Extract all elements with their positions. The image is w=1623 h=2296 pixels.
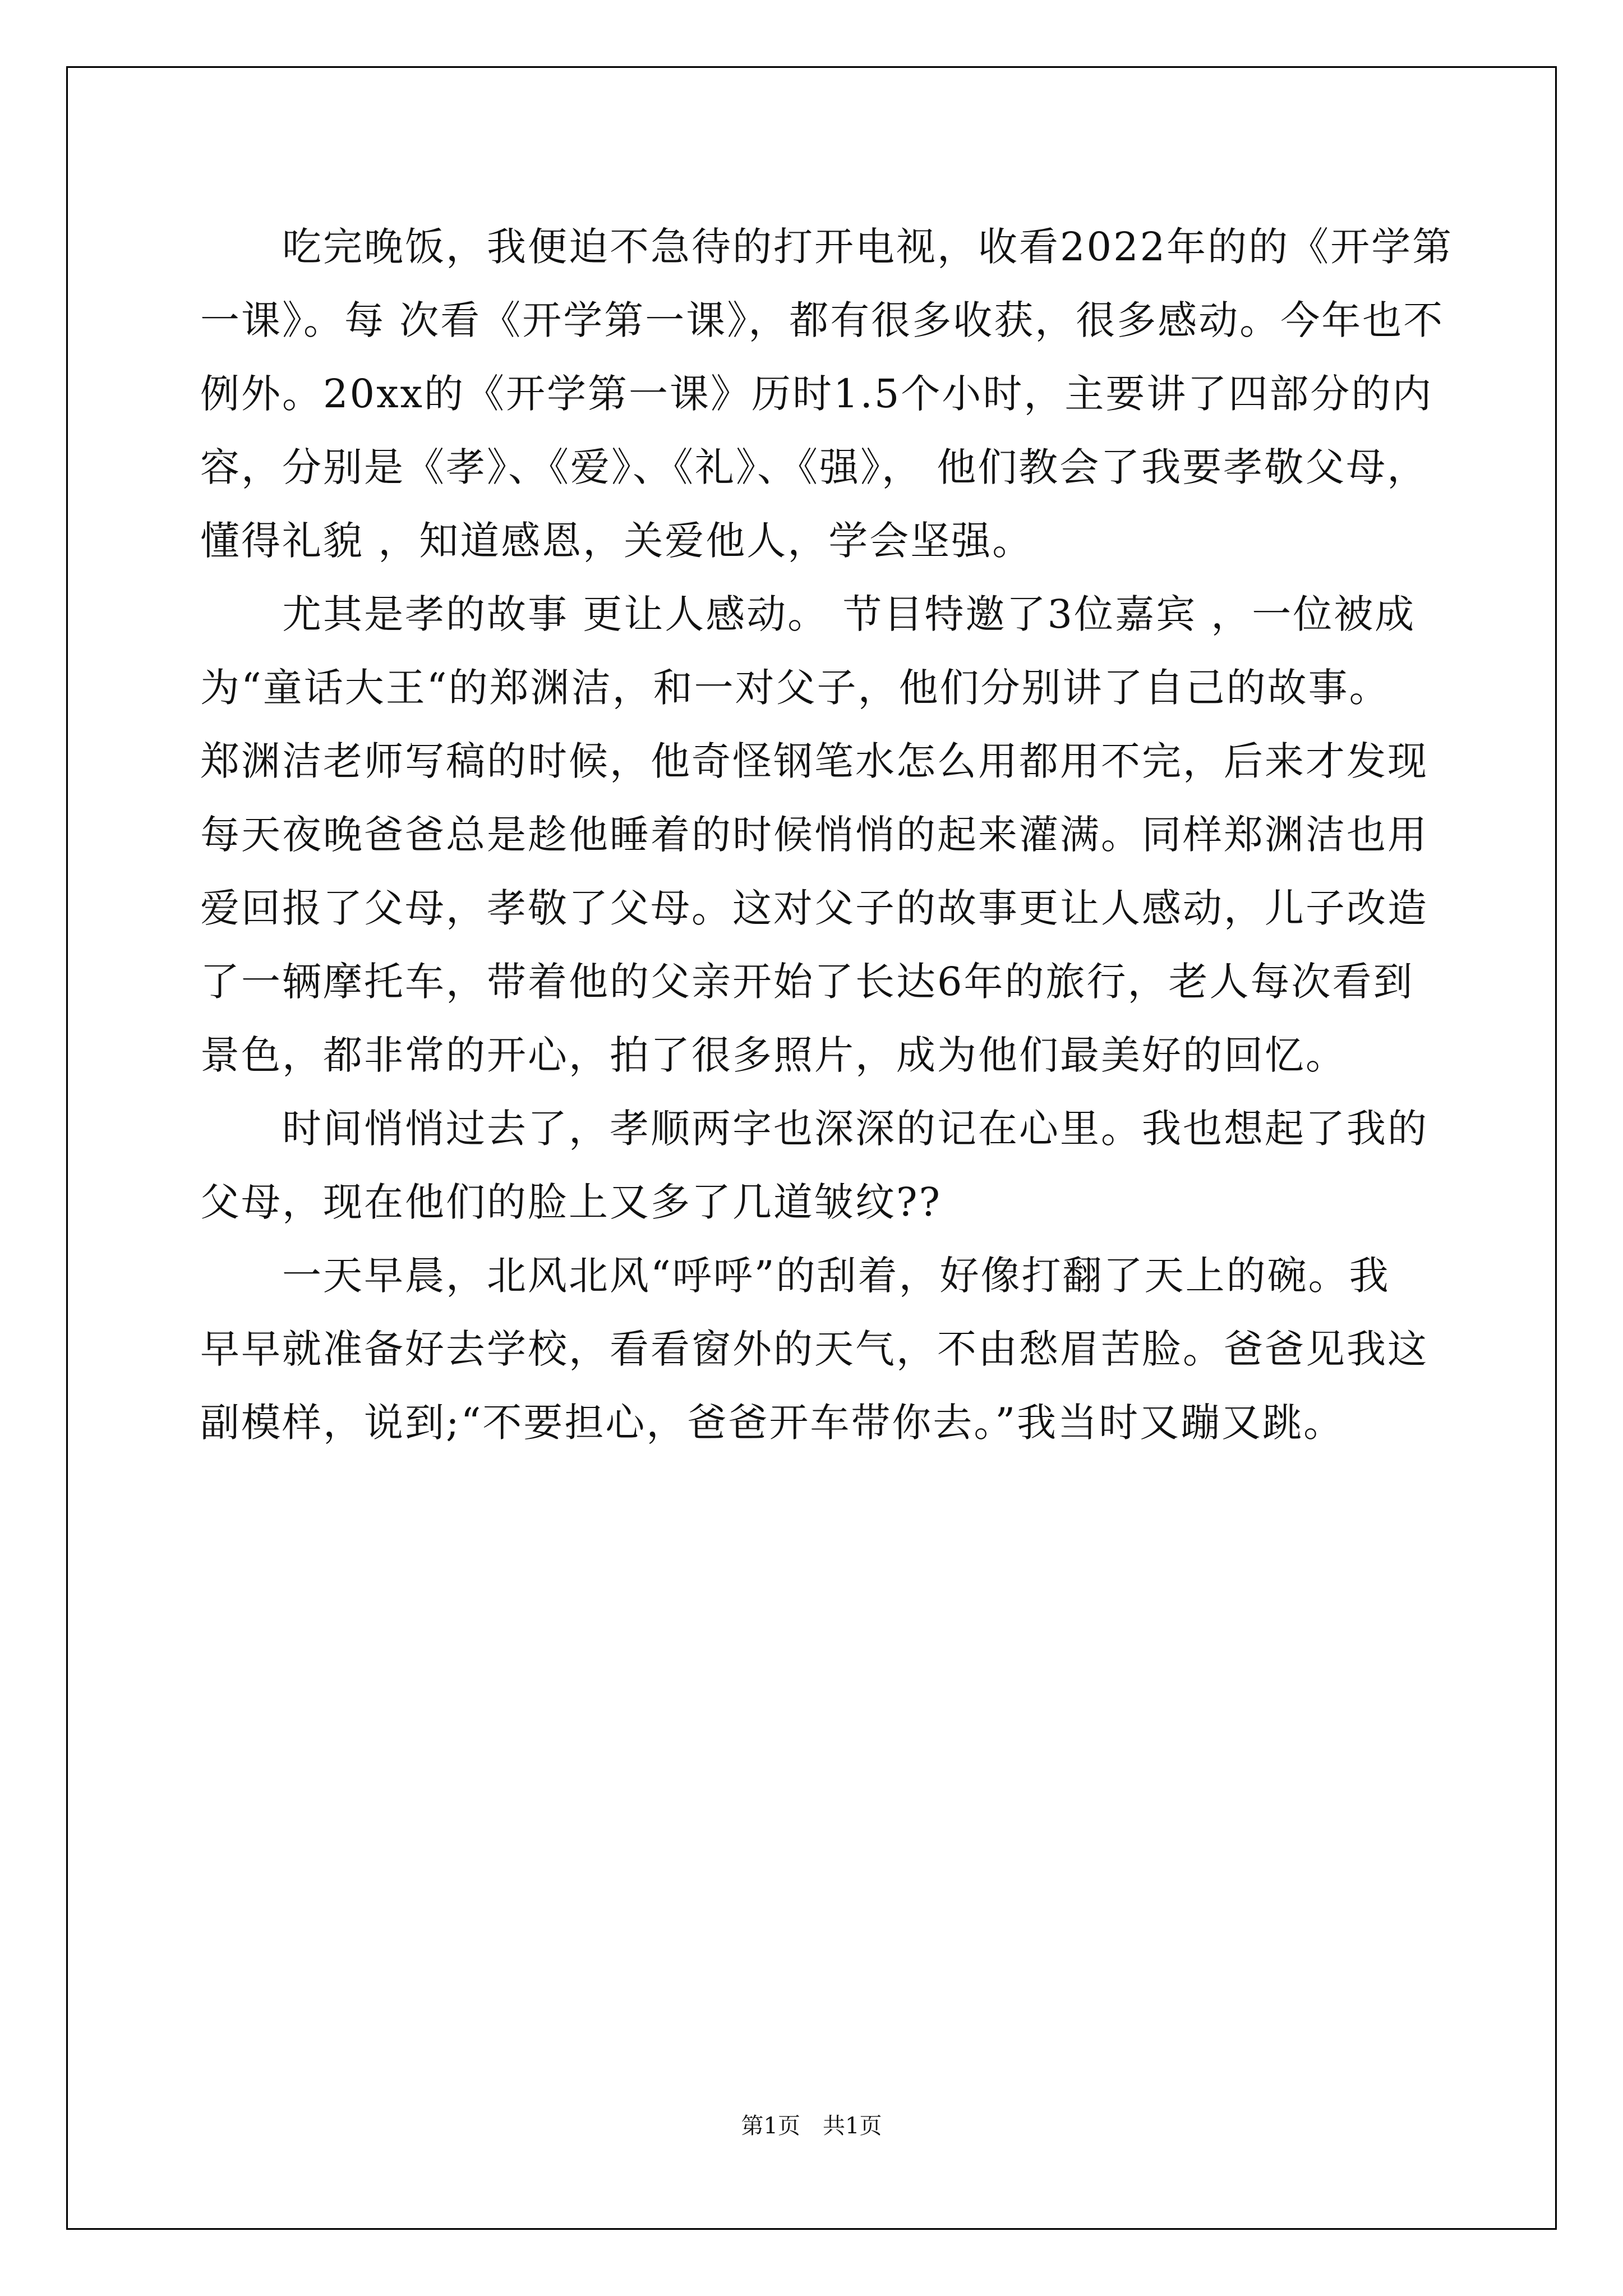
text-line: 容，分别是《孝》、《爱》、《礼》、《强》， 他们教会了我要孝敬父母， xyxy=(200,444,1428,490)
page-number-label: 第1页 共1页 xyxy=(741,2113,882,2139)
text-line: 父母，现在他们的脸上又多了几道皱纹?? xyxy=(200,1179,942,1225)
text-line: 为“童话大王“的郑渊洁，和一对父子，他们分别讲了自己的故事。 xyxy=(200,665,1390,711)
text-line: 一课》。每 次看《开学第一课》，都有很多收获，很多感动。今年也不 xyxy=(200,297,1445,343)
document-body xyxy=(200,210,1454,1460)
text-line: 爱回报了父母，孝敬了父母。这对父子的故事更让人感动，儿子改造 xyxy=(200,885,1428,931)
page-footer xyxy=(0,2109,1623,2143)
text-line: 时间悄悄过去了，孝顺两字也深深的记在心里。我也想起了我的 xyxy=(200,1106,1428,1152)
text-line: 早早就准备好去学校，看看窗外的天气，不由愁眉苦脸。爸爸见我这 xyxy=(200,1326,1428,1372)
text-line: 景色，都非常的开心，拍了很多照片，成为他们最美好的回忆。 xyxy=(200,1032,1347,1078)
text-line: 懂得礼貌 ，知道感恩，关爱他人，学会坚强。 xyxy=(200,518,1034,564)
text-line: 一天早晨，北风北风“呼呼”的刮着，好像打翻了天上的碗。我 xyxy=(200,1253,1390,1299)
text-line: 了一辆摩托车，带着他的父亲开始了长达6年的旅行，老人每次看到 xyxy=(200,959,1414,1005)
text-line: 尤其是孝的故事 更让人感动。 节目特邀了3位嘉宾 ，一位被成 xyxy=(200,591,1416,637)
text-line: 例外。20xx的《开学第一课》历时1.5个小时，主要讲了四部分的内 xyxy=(200,371,1433,417)
text-line: 副模样，说到;“不要担心，爸爸开车带你去。”我当时又蹦又跳。 xyxy=(200,1400,1345,1446)
text-line: 吃完晚饭，我便迫不急待的打开电视，收看2022年的的《开学第 xyxy=(200,224,1454,270)
text-line: 每天夜晚爸爸总是趁他睡着的时候悄悄的起来灌满。同样郑渊洁也用 xyxy=(200,812,1428,858)
text-line: 郑渊洁老师写稿的时候，他奇怪钢笔水怎么用都用不完，后来才发现 xyxy=(200,738,1428,784)
